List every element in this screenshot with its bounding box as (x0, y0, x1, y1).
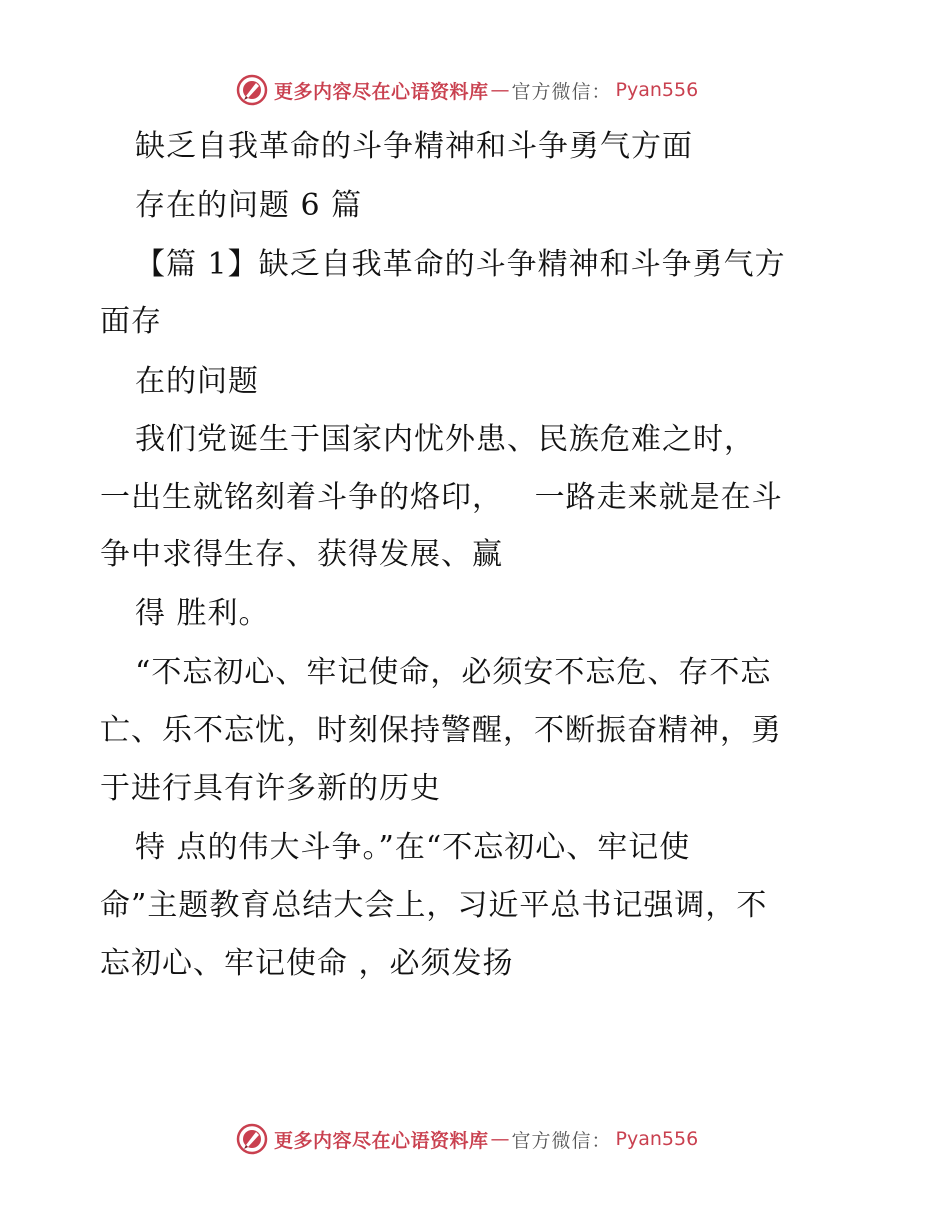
watermark-dash: — (490, 1128, 510, 1150)
section-heading-line-2: 面存 (100, 304, 162, 339)
watermark-wechat-id: Pyan556 (615, 79, 699, 101)
paragraph-line: 得 胜利。 (135, 596, 270, 631)
paragraph-line: “不忘初心、牢记使命，必须安不忘危、存不忘 (135, 655, 772, 690)
watermark-official-label: 官方微信： (511, 1129, 612, 1152)
paragraph-line: 忘初心、牢记使命 ，必须发扬 (100, 946, 514, 981)
watermark-dash: — (490, 79, 510, 101)
section-heading-line-1: 【篇 1】缺乏自我革命的斗争精神和斗争勇气方 (135, 247, 786, 282)
title-line-1: 缺乏自我革命的斗争精神和斗争勇气方面 (135, 129, 693, 164)
section-heading-line-3: 在的问题 (135, 364, 259, 399)
watermark-wechat-id: Pyan556 (615, 1128, 699, 1150)
paragraph-line: 我们党诞生于国家内忧外患、民族危难之时， (135, 422, 755, 457)
paragraph-line: 亡、乐不忘忧，时刻保持警醒，不断振奋精神，勇 (100, 713, 782, 748)
title-line-2: 存在的问题 6 篇 (135, 188, 363, 223)
paragraph-line: 特 点的伟大斗争。”在“不忘初心、牢记使 (135, 830, 691, 865)
watermark-official-label: 官方微信： (511, 80, 612, 103)
paragraph-line: 于进行具有许多新的历史 (100, 771, 441, 806)
watermark-main-text: 更多内容尽在心语资料库 (274, 80, 489, 103)
paragraph-line: 一出生就铭刻着斗争的烙印， 一路走来就是在斗 (100, 480, 783, 515)
pen-logo-icon (236, 1123, 268, 1155)
paragraph-line: 命”主题教育总结大会上，习近平总书记强调，不 (100, 888, 768, 923)
pen-logo-icon (236, 74, 268, 106)
footer-watermark (236, 1122, 698, 1156)
header-watermark (236, 73, 698, 107)
watermark-main-text: 更多内容尽在心语资料库 (274, 1129, 489, 1152)
paragraph-line: 争中求得生存、获得发展、赢 (100, 537, 503, 572)
